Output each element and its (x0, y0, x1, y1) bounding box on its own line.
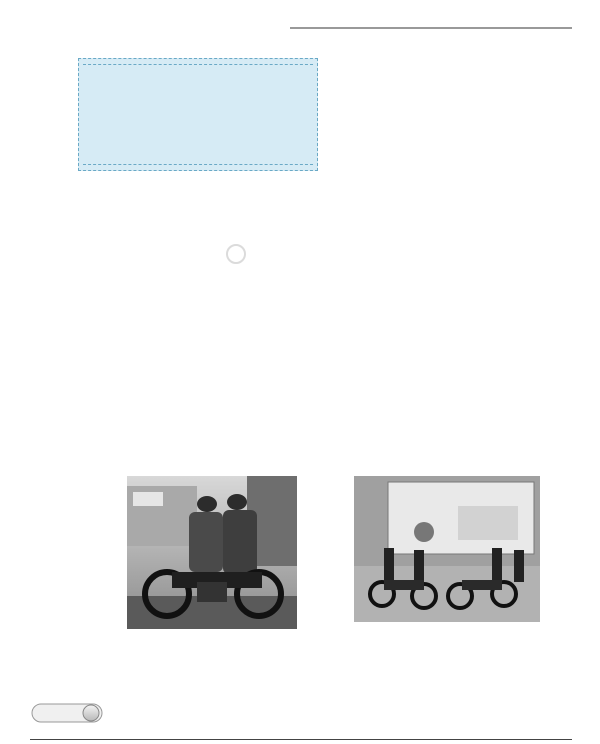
did-you-know-box (78, 58, 318, 171)
page-number-tab (31, 703, 103, 723)
figure-5-photo (127, 476, 297, 629)
figure-6-caption (354, 634, 544, 648)
sidebar-bottom-dash (83, 164, 313, 165)
sidebar-top-dash (83, 64, 313, 70)
figure-5-caption (127, 634, 305, 648)
watermark-logo-icon (219, 240, 253, 274)
footer-rule (30, 739, 572, 740)
figure-6-photo (354, 476, 540, 622)
page-number-tab-shape (31, 703, 103, 723)
watermark (219, 240, 253, 274)
